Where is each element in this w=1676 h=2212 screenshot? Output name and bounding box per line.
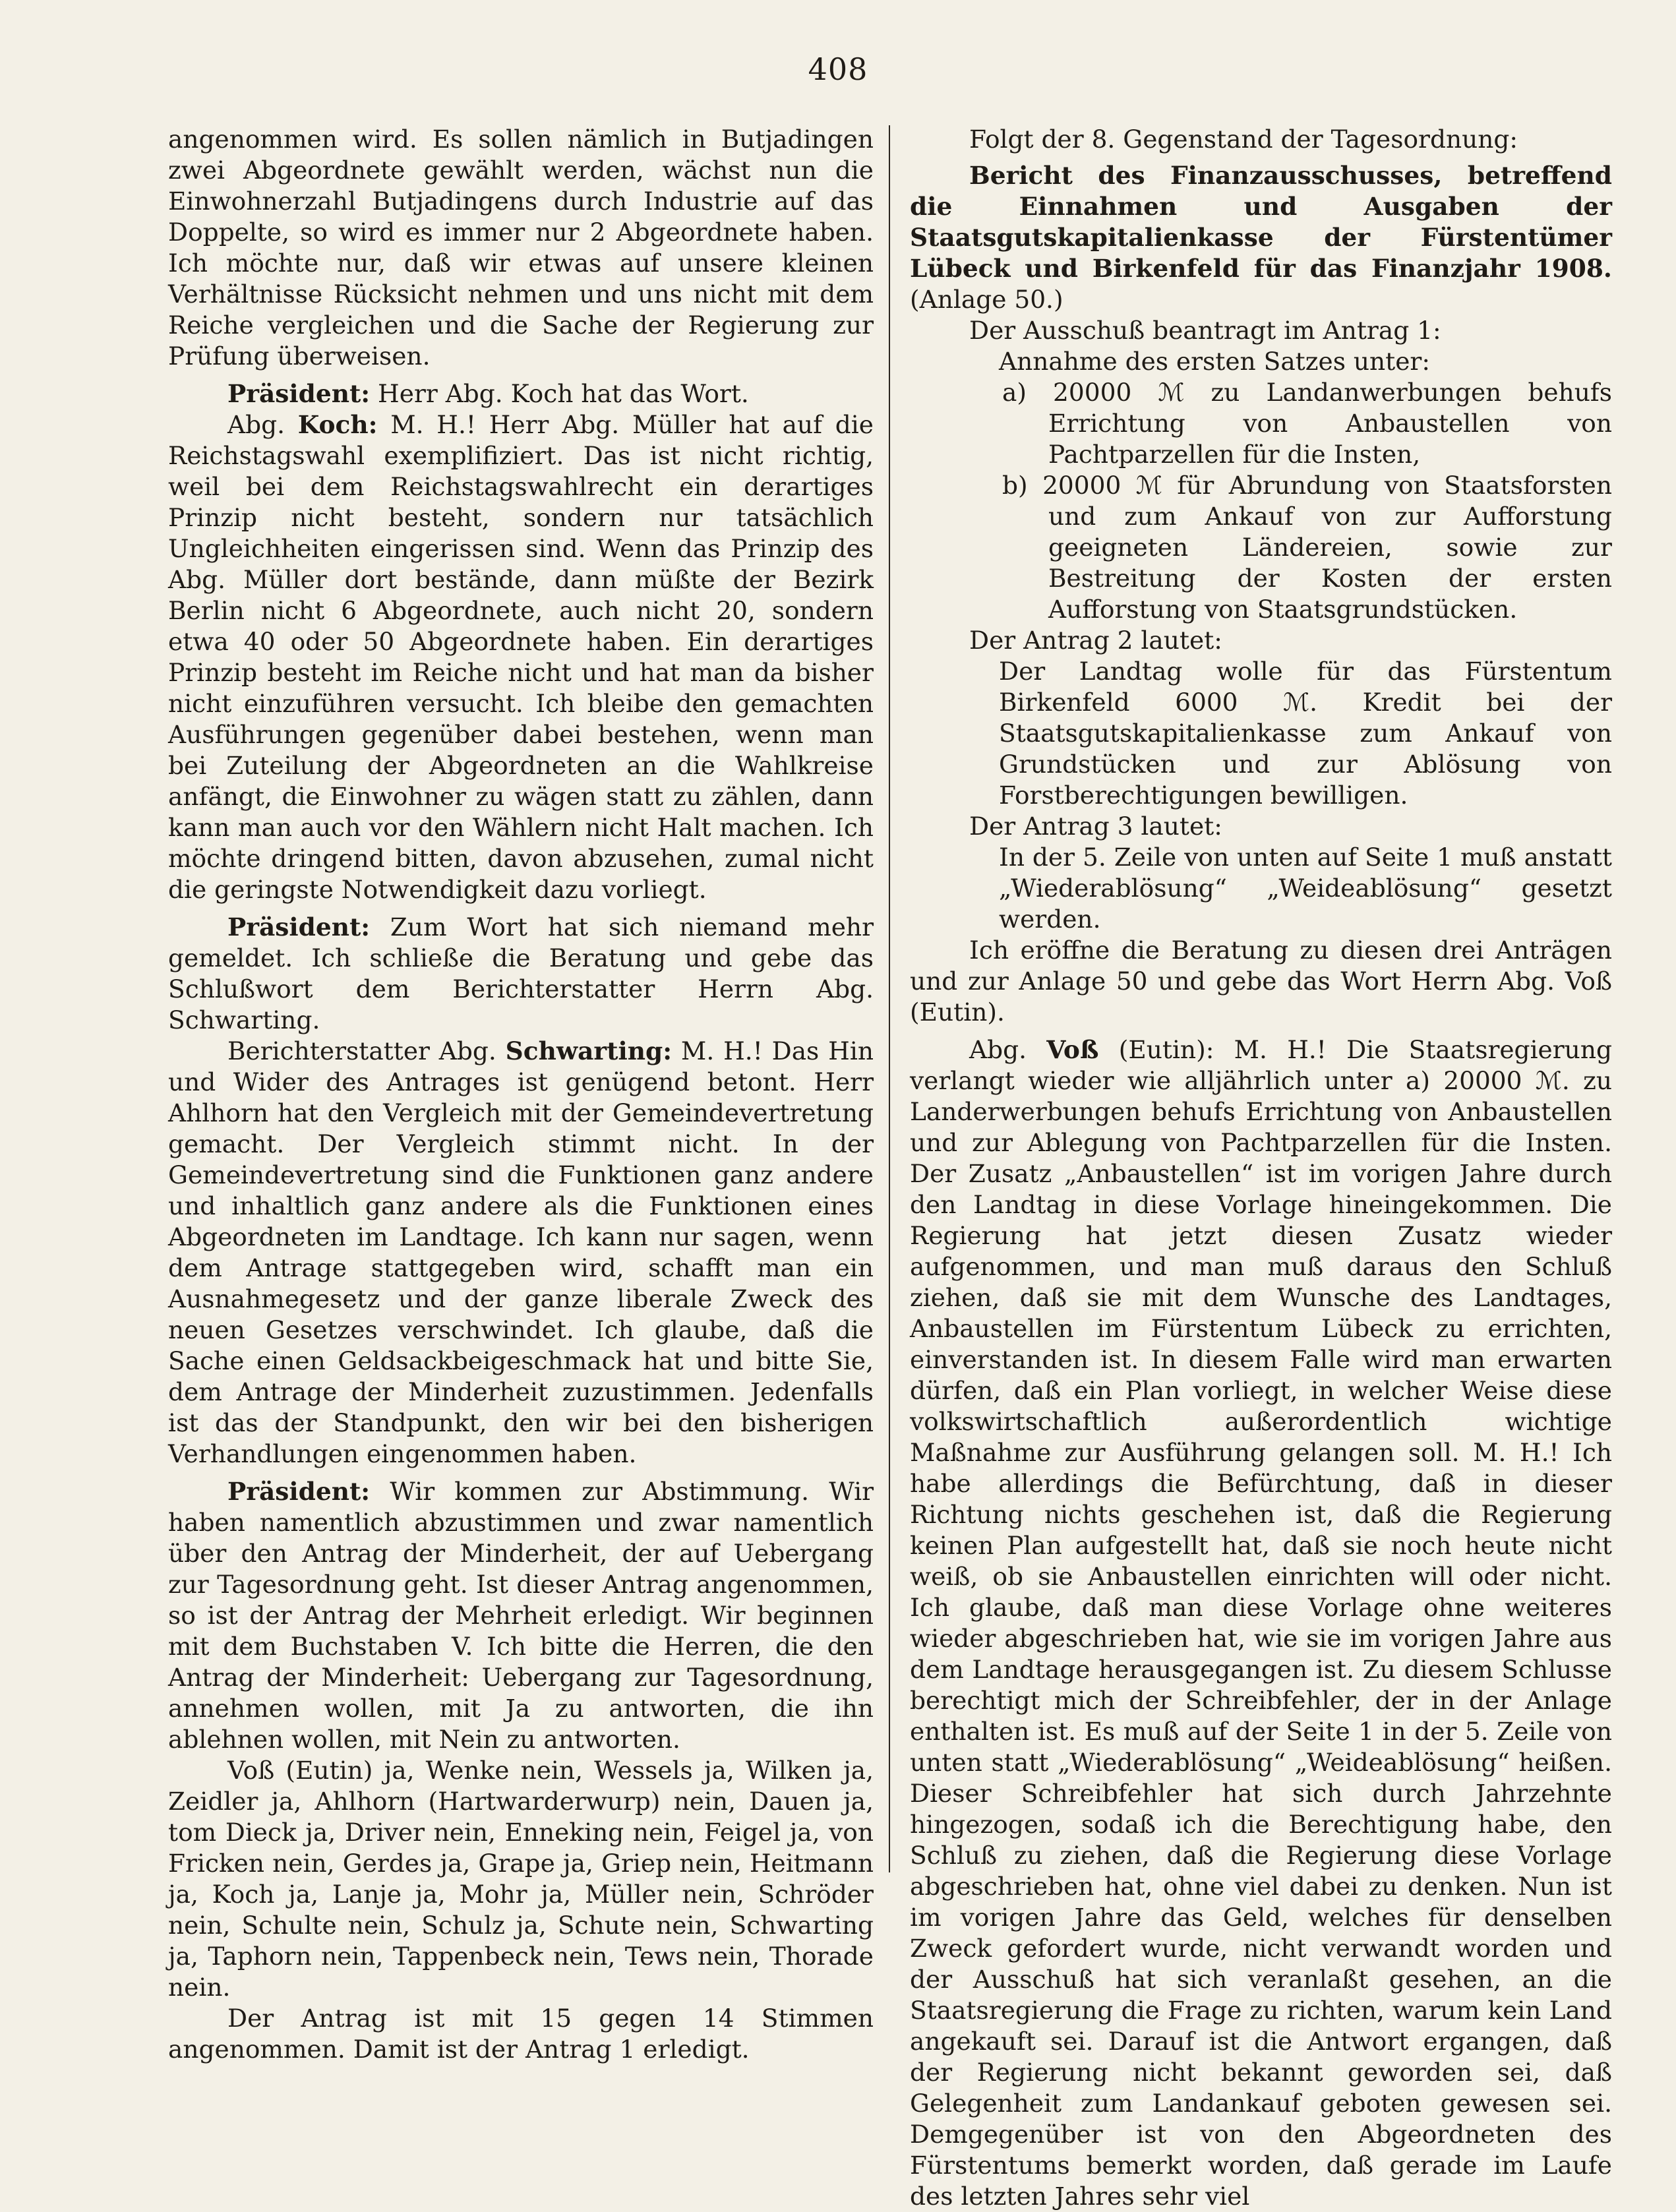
paragraph: Der Antrag 3 lautet: (969, 812, 1222, 841)
paragraph-text: Zum Wort hat sich niemand mehr gemeldet. Ich schließe die Beratung und gebe das Schlußwort dem Berichterstatter Herrn Abg. Schwarting. (168, 912, 874, 1034)
paragraph-prefix: Abg. (969, 1035, 1047, 1064)
speaker-name: Präsident: (227, 912, 371, 942)
paragraph-text: M. H.! Herr Abg. Müller hat auf die Reichstagswahl exemplifiziert. Das ist nicht richtig, weil bei dem Reichstagswahlrecht ein derartiges Prinzip nicht besteht, sondern nur tatsächlich Ungleichheiten eingerissen sind. Wenn das Prinzip des Abg. Müller dort bestände, dann müßte der Bezirk Berlin nicht 6 Abgeordnete, auch nicht 20, sondern etwa 40 oder 50 Abgeordnete haben. Ein derartiges Prinzip besteht im Reiche nicht und hat man da bisher nicht einzuführen versucht. Ich bleibe den gemachten Ausführungen gegenüber dabei bestehen, wenn man bei Zuteilung der Abgeordneten an die Wahlkreise anfängt, die Einwohner zu wägen statt zu zählen, dann kann man auch vor den Wählern nicht Halt machen. Ich möchte dringend bitten, davon abzusehen, zumal nicht die geringste Notwendigkeit dazu vorliegt. (168, 410, 874, 904)
paragraph: Der Ausschuß beantragt im Antrag 1: (969, 316, 1441, 345)
paragraph-prefix: Berichterstatter Abg. (227, 1036, 506, 1065)
column-divider (889, 125, 890, 1872)
speaker-name: Präsident: (227, 1477, 371, 1506)
speaker-name: Präsident: (227, 379, 371, 408)
paragraph: angenommen wird. Es sollen nämlich in Butjadingen zwei Abgeordnete gewählt werden, wächst nun die Einwohnerzahl Butjadingens durch Industrie auf das Doppelte, so wird es immer nur 2 Abgeordnete haben. Ich möchte nur, daß wir etwas auf unsere kleinen Verhältnisse Rücksicht nehmen und uns nicht mit dem Reiche vergleichen und die Sache der Regierung zur Prüfung überweisen. (168, 125, 874, 371)
heading-text: Bericht des Finanzausschusses, betreffend die Einnahmen und Ausgaben der Staatsgutskapitalienkasse der Fürstentümer Lübeck und Birkenfeld für das Finanzjahr 1908. (910, 161, 1612, 283)
agenda-heading (910, 160, 1612, 315)
paragraph (168, 912, 874, 1036)
paragraph (910, 1034, 1612, 2212)
paragraph: Ich eröffne die Beratung zu diesen drei Anträgen und zur Anlage 50 und gebe das Wort Herrn Abg. Voß (Eutin). (910, 936, 1612, 1027)
paragraph: Der Antrag ist mit 15 gegen 14 Stimmen angenommen. Damit ist der Antrag 1 erledigt. (168, 2004, 874, 2064)
page-number: 408 (808, 51, 868, 87)
list-item: a) 20000 ℳ zu Landanwerbungen behufs Errichtung von Anbaustellen von Pachtparzellen für die Insten, (1002, 378, 1612, 469)
left-column (168, 124, 874, 2065)
paragraph (168, 1036, 874, 1470)
agenda-line: Folgt der 8. Gegenstand der Tagesordnung: (969, 125, 1518, 154)
speaker-name: Voß (1046, 1035, 1099, 1064)
paragraph: Der Antrag 2 lautet: (969, 626, 1222, 655)
vote-list: Voß (Eutin) ja, Wenke nein, Wessels ja, Wilken ja, Zeidler ja, Ahlhorn (Hartwarderwurp) nein, Dauen ja, tom Dieck ja, Driver nein, Enneking nein, Feigel ja, von Fricken nein, Gerdes ja, Grape ja, Griep nein, Heitmann ja, Koch ja, Lanje ja, Mohr ja, Müller nein, Schröder nein, Schulte nein, Schulz ja, Schute nein, Schwarting ja, Taphorn nein, Tappenbeck nein, Tews nein, Thorade nein. (168, 1756, 874, 2002)
heading-tail: (Anlage 50.) (910, 285, 1063, 314)
paragraph (168, 1476, 874, 1755)
speaker-name: Koch: (297, 410, 378, 439)
list-item: b) 20000 ℳ für Abrundung von Staatsforsten und zum Ankauf von zur Aufforstung geeigneten Ländereien, sowie zur Bestreitung der Kosten der ersten Aufforstung von Staatsgrundstücken. (1002, 471, 1612, 624)
paragraph-text: Herr Abg. Koch hat das Wort. (370, 379, 749, 408)
paragraph: Annahme des ersten Satzes unter: (999, 347, 1430, 376)
quoted-motion: In der 5. Zeile von unten auf Seite 1 muß anstatt „Wiederablösung“ „Weideablösung“ gesetzt werden. (999, 843, 1612, 934)
paragraph-text: Wir kommen zur Abstimmung. Wir haben namentlich abzustimmen und zwar namentlich über den Antrag der Minderheit, der auf Uebergang zur Tagesordnung geht. Ist dieser Antrag angenommen, so ist der Antrag der Mehrheit erledigt. Wir beginnen mit dem Buchstaben V. Ich bitte die Herren, die den Antrag der Minderheit: Uebergang zur Tagesordnung, annehmen wollen, mit Ja zu antworten, die ihn ablehnen wollen, mit Nein zu antworten. (168, 1477, 874, 1754)
speaker-name: Schwarting: (505, 1036, 673, 1065)
right-column (910, 124, 1612, 2212)
paragraph-text: (Eutin): M. H.! Die Staatsregierung verlangt wieder wie alljährlich unter a) 20000 ℳ. zu Landerwerbungen behufs Errichtung von Anbaustellen und zur Ablegung von Pachtparzellen für die Insten. Der Zusatz „Anbaustellen“ ist im vorigen Jahre durch den Landtag in diese Vorlage hineingekommen. Die Regierung hat jetzt diesen Zusatz wieder aufgenommen, und man muß daraus den Schluß ziehen, daß sie mit dem Wunsche des Landtages, Anbaustellen im Fürstentum Lübeck zu errichten, einverstanden ist. In diesem Falle wird man erwarten dürfen, daß ein Plan vorliegt, in welcher Weise diese volkswirtschaftlich außerordentlich wichtige Maßnahme zur Ausführung gelangen soll. M. H.! Ich habe allerdings die Befürchtung, daß in dieser Richtung nichts geschehen ist, daß die Regierung keinen Plan aufgestellt hat, daß sie noch heute nicht weiß, ob sie Anbaustellen einrichten will oder nicht. Ich glaube, daß man diese Vorlage ohne weiteres wieder abgeschrieben hat, wie sie im vorigen Jahre aus dem Landtage herausgegangen ist. Zu diesem Schlusse berechtigt mich der Schreibfehler, der in der Anlage enthalten ist. Es muß auf der Seite 1 in der 5. Zeile von unten statt „Wiederablösung“ „Weideablösung“ heißen. Dieser Schreibfehler hat sich durch Jahrzehnte hingezogen, sodaß ich die Berechtigung habe, den Schluß zu ziehen, daß die Regierung diese Vorlage abgeschrieben hat, ohne viel dabei zu denken. Nun ist im vorigen Jahre das Geld, welches für denselben Zweck gefordert wurde, nicht verwandt worden und der Ausschuß hat sich veranlaßt gesehen, an die Staatsregierung die Frage zu richten, warum kein Land angekauft sei. Darauf ist die Antwort ergangen, daß der Regierung nicht bekannt geworden sei, daß Gelegenheit zum Landankauf geboten gewesen sei. Demgegenüber ist von den Abgeordneten des Fürstentums bemerkt worden, daß gerade im Laufe des letzten Jahres sehr viel (910, 1035, 1612, 2211)
paragraph-prefix: Abg. (227, 410, 298, 439)
paragraph-text: M. H.! Das Hin und Wider des Antrages ist genügend betont. Herr Ahlhorn hat den Vergleich mit der Gemeindevertretung gemacht. Der Vergleich stimmt nicht. In der Gemeindevertretung sind die Funktionen ganz andere und inhaltlich ganz andere als die Funktionen eines Abgeordneten im Landtage. Ich kann nur sagen, wenn dem Antrage stattgegeben wird, schafft man ein Ausnahmegesetz und der ganze liberale Zweck des neuen Gesetzes verschwindet. Ich glaube, daß die Sache einen Geldsackbeigeschmack hat und bitte Sie, dem Antrage der Minderheit zuzustimmen. Jedenfalls ist das der Standpunkt, den wir bei den bisherigen Verhandlungen eingenommen haben. (168, 1036, 874, 1468)
paragraph (168, 378, 874, 409)
quoted-motion: Der Landtag wolle für das Fürstentum Birkenfeld 6000 ℳ. Kredit bei der Staatsgutskapitalienkasse zum Ankauf von Grundstücken und zur Ablösung von Forstberechtigungen bewilligen. (999, 657, 1612, 810)
paragraph (168, 409, 874, 905)
